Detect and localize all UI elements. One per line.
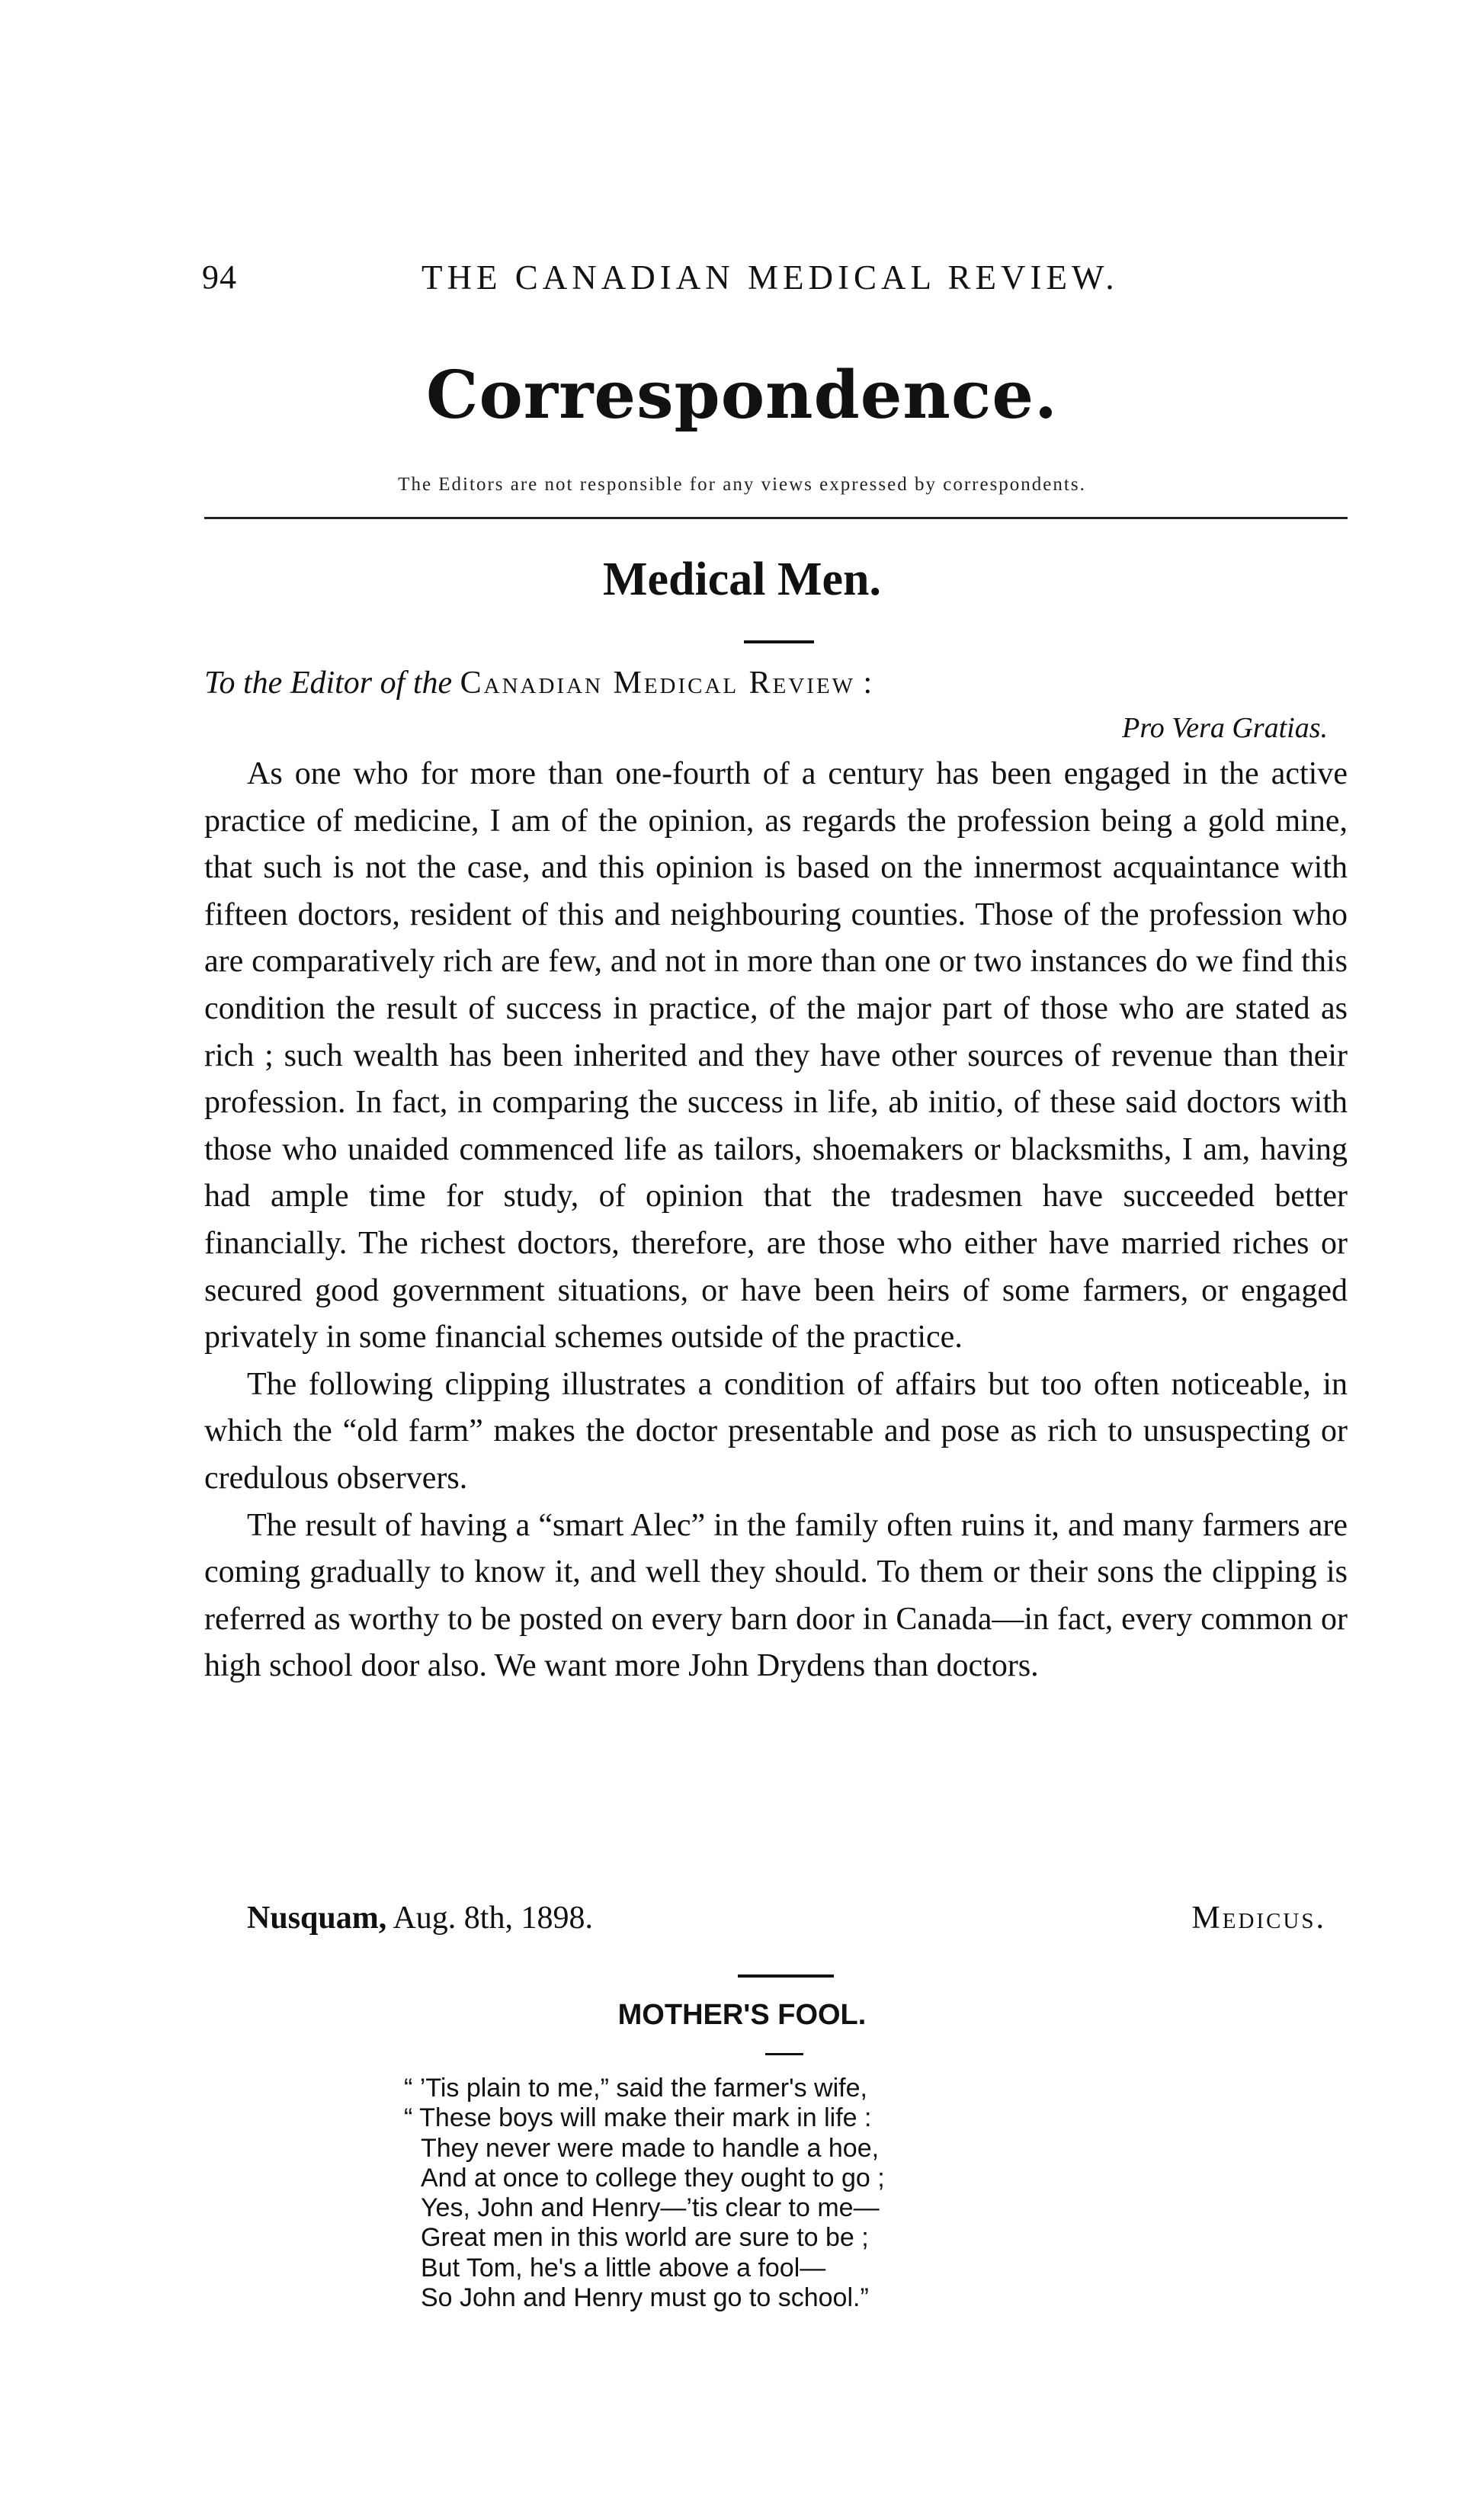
poem-line: Great men in this world are sure to be ; — [421, 2223, 869, 2253]
signoff-date: Aug. 8th, 1898. — [393, 1901, 593, 1936]
editor-disclaimer: The Editors are not responsible for any views expressed by correspondents. — [398, 474, 1086, 495]
title-rule — [744, 640, 814, 643]
signoff-place-date — [247, 1900, 593, 1936]
article-title: Medical Men. — [602, 553, 881, 605]
section-title: Correspondence. — [426, 357, 1058, 434]
poem-title: MOTHER'S FOOL. — [617, 1999, 867, 2031]
section-divider — [204, 517, 1348, 519]
poem-line: “ ’Tis plain to me,” said the farmer's wife, — [404, 2074, 867, 2103]
running-head — [202, 258, 1345, 303]
letter-body — [204, 751, 1348, 1690]
poem-line: “ These boys will make their mark in life : — [404, 2103, 872, 2133]
poem-rule — [738, 1974, 834, 1978]
journal-title: THE CANADIAN MEDICAL REVIEW. — [421, 258, 1119, 297]
poem — [404, 2074, 1166, 2313]
salutation-text: To the Editor of the — [204, 666, 453, 701]
salutation-colon: : — [863, 666, 873, 701]
poem-line: They never were made to handle a hoe, — [421, 2133, 880, 2163]
poem-line: But Tom, he's a little above a fool— — [421, 2253, 826, 2282]
signoff-place: Nusquam, — [247, 1901, 387, 1936]
poem-title-rule — [765, 2053, 803, 2055]
paragraph: The following clipping illustrates a condition of affairs but too often noticeable, in which the “old farm” makes the doctor presentable and pose as rich to unsuspecting or credulous observers. — [204, 1366, 1348, 1496]
signoff-name: Medicus. — [1191, 1901, 1326, 1936]
motto: Pro Vera Gratias. — [1122, 712, 1328, 744]
poem-line: And at once to college they ought to go ; — [421, 2163, 885, 2193]
page-number: 94 — [202, 258, 237, 296]
salutation-journal: Canadian Medical Review — [460, 666, 856, 701]
paragraph: As one who for more than one-fourth of a century has been engaged in the active practice of medicine, I am of the opinion, as regards the profession being a gold mine, that such is not the case, and this opinion is based on the innermost acquaintance with fifteen doctors, resident of this and neighbouring counties. Those of the profession who are comparatively rich are few, and not in more than one or two instances do we find this condition the result of success in practice, of the major part of those who are stated as rich ; such wealth has been inherited and they have other sources of revenue than their profession. In fact, in comparing the success in life, ab initio, of these said doctors with those who unaided commenced life as tailors, shoemakers or blacksmiths, I am, having had ample time for study, of opinion that the tradesmen have succeeded better financially. The richest doctors, therefore, are those who either have married riches or secured good government situations, or have been heirs of some farmers, or engaged privately in some financial schemes outside of the practice. — [204, 756, 1348, 1355]
paragraph: The result of having a “smart Alec” in the family often ruins it, and many farmers are coming gradually to know it, and well they should. To them or their sons the clipping is referred as worthy to be posted on every barn door in Canada—in fact, every common or high school door also. We want more John Drydens than doctors. — [204, 1507, 1348, 1684]
salutation — [204, 665, 872, 701]
signoff — [204, 1900, 1348, 1946]
poem-line: So John and Henry must go to school.” — [421, 2283, 869, 2313]
poem-line: Yes, John and Henry—’tis clear to me— — [421, 2193, 880, 2223]
